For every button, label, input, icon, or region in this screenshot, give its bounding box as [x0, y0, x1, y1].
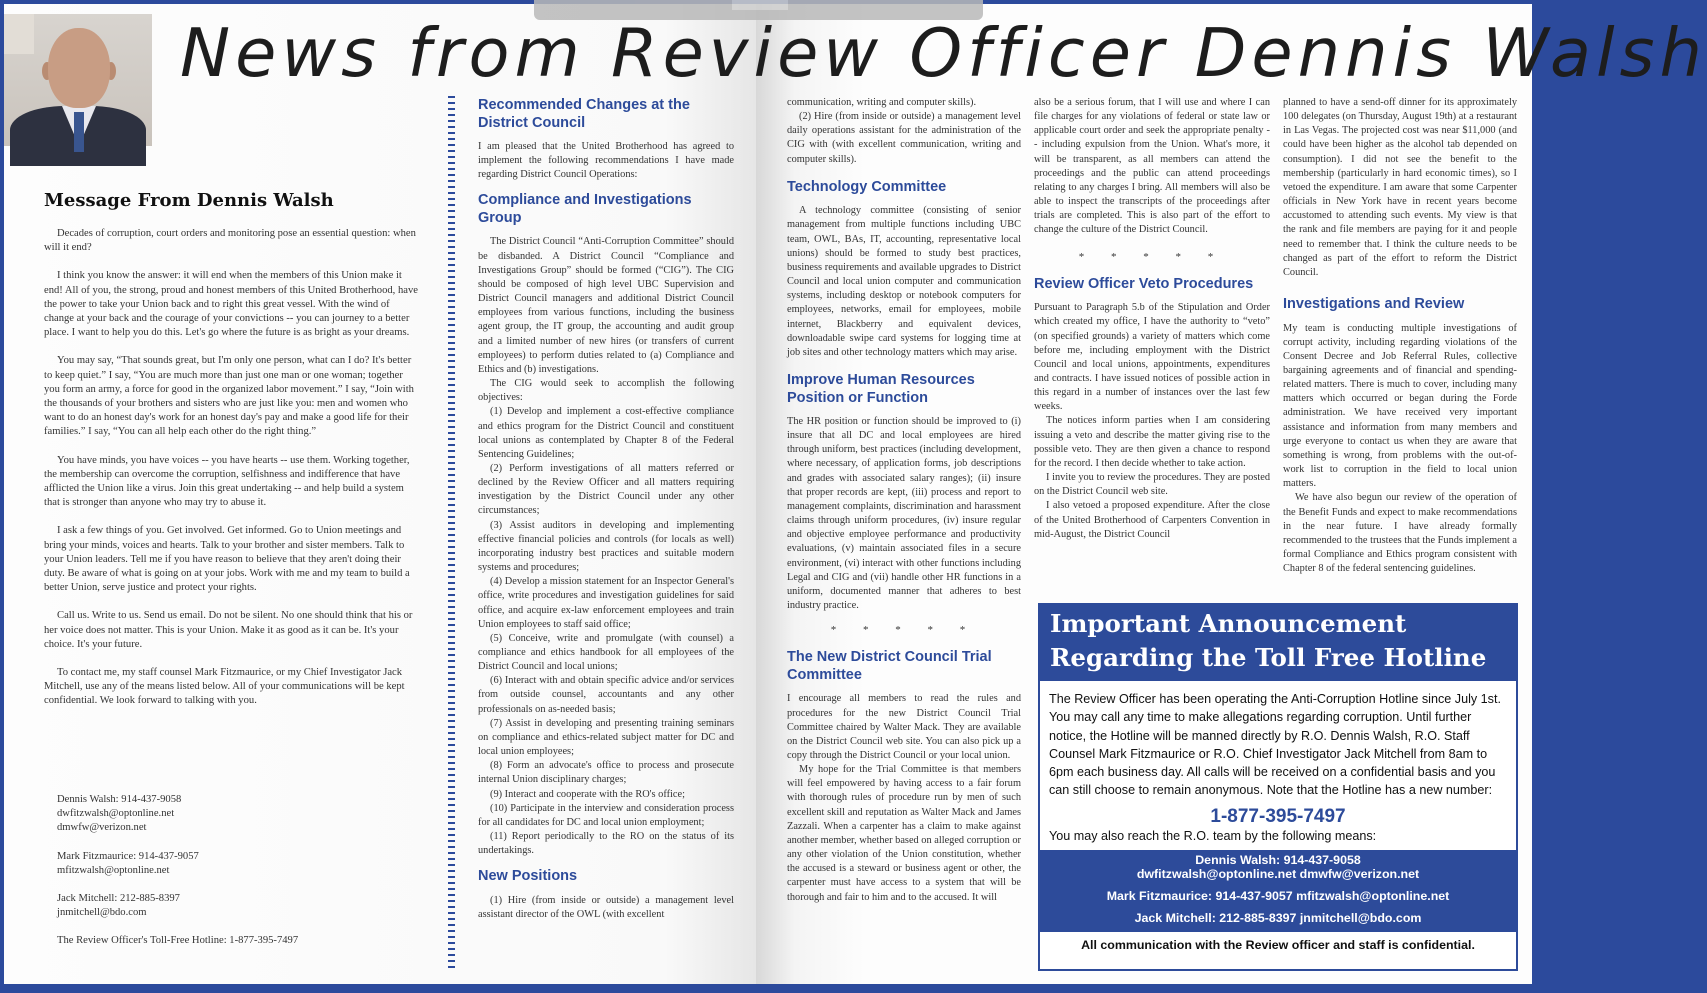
heading-investigations-review: Investigations and Review [1283, 296, 1465, 313]
article-paragraph: communication, writing and computer skills). [787, 97, 977, 108]
announcement-title-line: Important Announcement [1050, 609, 1407, 638]
contact-dennis-walsh [57, 793, 417, 836]
objective-item: (9) Interact and cooperate with the RO's office; [490, 788, 685, 800]
column-recommended-changes [478, 97, 734, 922]
message-title: Message From Dennis Walsh [44, 190, 334, 211]
article-paragraph: My hope for the Trial Committee is that members will feel empowered by having access to a fair forum with thorough rules of procedure run by men of such excellent skill and reputation as Walter Mack and James Zazzali. When a carpenter has a claim to make against another member, whether based on alleged corruption or any other violation of the Union constitution, whether the accused is a steward or business agent or other, the carpenter must have access to a system that will be thorough and fair to him and to the accused. It will [787, 764, 1021, 903]
dennis-walsh-photo [4, 14, 152, 146]
announcement-body: The Review Officer has been operating the Anti-Corruption Hotline since July 1st. You may call any time to make allegations regarding corruption. Until further notice, the Hotline will be manned directly by R.O. Dennis Walsh, R.O. Staff Counsel Mark Fitzmaurice or R.O. Chief Investigator Jack Mitchell from 8am to 6pm each business day. All calls will be received on a confidential basis and you can still choose to remain anonymous. Note that the Hotline has a new number: [1049, 692, 1501, 798]
message-contacts [57, 793, 417, 949]
contact-mark-fitzmaurice [57, 850, 417, 878]
heading-trial-committee: The New District Council Trial Committee [787, 649, 992, 683]
article-paragraph: The notices inform parties when I am considering issuing a veto and describe the matter giving rise to the possible veto. They are then given a chance to respond for the record. I then decide whether to take action. [1034, 415, 1270, 469]
article-paragraph: planned to have a send-off dinner for its approximately 100 delegates (on Thursday, August 19th) at a restaurant in Las Vegas. The projected cost was near $11,000 (and could have been higher as the alcohol tab depended on consumption). I did not see the benefit to the membership (particularly in hard economic times), so I vetoed the expenditure. I am aware that some Carpenter officials in New York have in recent years become accustomed to attending such events. My view is that the rank and file members are paying for it and people need to remember that. I think the culture needs to be changed as part of the effort to reform the District Council. [1283, 97, 1517, 278]
message-body [44, 227, 420, 723]
article-paragraph: also be a serious forum, that I will use and where I can file charges for any violations of federal or state law or applicable court order and seek the appropriate penalty -- including expulsion from the Union. What's more, it will be transparent, as all members can attend the proceedings and the public can attend proceedings relating to any charges I bring. All members will also be able to inspect the transcripts of the proceedings after trials are completed. This is also part of the effort to change the culture of the District Council. [1034, 97, 1270, 236]
column-veto-procedures [1034, 96, 1270, 542]
heading-new-positions: New Positions [478, 868, 578, 885]
toll-free-hotline-line: The Review Officer's Toll-Free Hotline: 1-877-395-7497 [57, 935, 299, 947]
confidential-note: All communication with the Review officer and staff is confidential. [1081, 937, 1475, 952]
announcement-means: You may also reach the R.O. team by the following means: [1049, 828, 1377, 843]
article-paragraph: I encourage all members to read the rules and procedures for the new District Council Trial Committee chaired by Walter Mack. They are available on the District Council web site. You can also pick up a copy through the District Council or your local union. [787, 693, 1021, 761]
objective-item: (5) Conceive, write and promulgate (with counsel) a compliance and ethics handbook for all employees of the District Council and local unions; [478, 632, 734, 673]
contact-email[interactable]: jnmitchell@bdo.com [57, 907, 147, 919]
objective-item: (11) Report periodically to the RO on the status of its undertakings. [478, 831, 734, 857]
article-paragraph: I also vetoed a proposed expenditure. After the close of the United Brotherhood of Carpenters Convention in mid-August, the District Council [1034, 500, 1270, 540]
masthead-title: News from Review Officer Dennis Walsh [180, 14, 1707, 92]
announcement-heading [1040, 605, 1516, 681]
heading-veto-procedures: Review Officer Veto Procedures [1034, 275, 1254, 292]
article-paragraph: Pursuant to Paragraph 5.b of the Stipulation and Order which created my office, I have the authority to “veto” (on specified grounds) a variety of matters which come before me, including employment with the District Council and local unions, appointments, expenditures and contracts. I have issued notices of possible action in this regard in a number of instances over the last few weeks. [1034, 302, 1270, 413]
contact-line[interactable]: Mark Fitzmaurice: 914-437-9057 mfitzwalsh@optonline.net [1106, 888, 1450, 903]
contact-email[interactable]: dwfitzwalsh@optonline.net [57, 808, 175, 820]
heading-compliance-group: Compliance and Investigations Group [478, 192, 692, 226]
objective-item: (6) Interact with and obtain specific advice and/or services from outside counsel, accountants and any other professionals on as-needed basis; [478, 675, 734, 715]
article-paragraph: My team is conducting multiple investigations of corrupt activity, including regarding violations of the Consent Decree and Job Referral Rules, collective bargaining agreements and of financial and spending-related matters. There is much to cover, including many matters which occurred or began during the Forde administration. We have received very important assistance and information from many members and urge everyone to contact us when they are aware that something is wrong, from problems with the out-of-work list to corruption in the field to local union matters. [1283, 322, 1517, 490]
hotline-number[interactable]: 1-877-395-7497 [1210, 805, 1346, 827]
objective-item: (1) Develop and implement a cost-effective compliance and ethics program for the District Council and constituent local unions as contemplated by Chapter 8 of the Federal Sentencing Guidelines; [478, 406, 734, 460]
message-paragraph: I think you know the answer: it will end when the members of this Union make it end! All of you, the strong, proud and honest members of this United Brotherhood, have the power to take your Union back and to right this great vessel. With the wind of change at your back and the courage of your convictions -- you can journey to a better place. I want to help you do this. Let's go where the future is as bright as your dreams. [44, 270, 418, 339]
photo-tie [74, 112, 84, 152]
photo-background-frame [4, 14, 34, 54]
article-paragraph: (2) Hire (from inside or outside) a management level daily operations assistant for the administration of the CIG with (with excellent communication, writing and computer skills). [787, 111, 1021, 165]
message-paragraph: Decades of corruption, court orders and monitoring pose an essential question: when will it end? [44, 228, 416, 254]
objective-item: (4) Develop a mission statement for an Inspector General's office, write procedures and investigation guidelines for said office, and acquire ex-law enforcement employees and train Union employees to staff said office; [478, 576, 734, 630]
article-paragraph: I invite you to review the procedures. They are posted on the District Council web site. [1034, 472, 1270, 498]
contact-email[interactable]: mfitzwalsh@optonline.net [57, 864, 170, 876]
message-paragraph: I ask a few things of you. Get involved. Get informed. Go to Union meetings and bring your minds, voices and hearts. Talk to your brother and sister members. Talk to your Union leaders. Tell me if you have reason to believe that they aren't doing their duty. Be aware of what is going on at your jobs. Work with me and my team to build a better Union, serve justice and protect your rights. [44, 525, 410, 594]
heading-technology-committee: Technology Committee [787, 178, 947, 195]
objective-item: (7) Assist in developing and presenting training seminars on compliance and ethics-related subject matter for DC and local union employees; [478, 717, 734, 758]
contact-line: Dennis Walsh: 914-437-9058 [1195, 852, 1361, 867]
contact-phone: Dennis Walsh: 914-437-9058 [57, 794, 182, 805]
objective-item: (8) Form an advocate's office to process and prosecute internal Union disciplinary charges; [478, 760, 734, 786]
message-paragraph: You have minds, you have voices -- you have hearts -- use them. Working together, the membership can overcome the corruption, selfishness and indifference that have afflicted the Union like a virus. Join this great undertaking -- and help build a system that is stronger than anyone who may try to abuse it. [44, 454, 410, 509]
article-paragraph: The CIG would seek to accomplish the following objectives: [478, 378, 734, 404]
column-investigations [1283, 96, 1517, 576]
objective-item: (10) Participate in the interview and consideration process for all candidates for DC and local union employment; [478, 802, 734, 828]
article-paragraph: I am pleased that the United Brotherhood has agreed to implement the following recommendations I have made regarding District Council Operations: [478, 141, 734, 181]
contact-line[interactable]: dwfitzwalsh@optonline.net dmwfw@verizon.net [1136, 866, 1420, 881]
contact-email[interactable]: dmwfw@verizon.net [57, 822, 147, 834]
objective-item: (2) Perform investigations of all matters referred or declined by the Review Officer and all matters requiring investigation by the District Council under any other circumstances; [478, 462, 734, 517]
announcement-title-line: Regarding the Toll Free Hotline [1050, 643, 1487, 672]
announcement-contact-bar [1040, 850, 1516, 932]
photo-head [48, 28, 110, 108]
contact-phone: Jack Mitchell: 212-885-8397 [57, 893, 180, 905]
contact-phone: Mark Fitzmaurice: 914-437-9057 [57, 850, 199, 862]
section-divider-stars: * * * * * [1078, 250, 1226, 263]
article-paragraph: The HR position or function should be improved to (i) insure that all DC and local employees are hired through uniform, best practices (including development, where necessary, of application forms, job descriptions and grades with associated salary ranges); (ii) insure that proper records are kept, (iii) process and report to management complaints, discrimination and harassment claims through uniform procedures, (iv) insure regular and objective employee performance and productivity evaluations, (v) maintain associated files in a secure environment, (vi) interact with other functions including Legal and CIG and (vii) handle other HR functions in a uniform, documented manner that adheres to best industry practice. [787, 416, 1021, 612]
message-paragraph: Call us. Write to us. Send us email. Do not be silent. No one should think that his or her voice does not matter. This is your Union. Make it as good as it can be. It's your choice. It's your future. [44, 610, 413, 650]
article-paragraph: The District Council “Anti-Corruption Committee” should be disbanded. A District Council “Compliance and Investigations Group” should be formed (“CIG”). The CIG should be composed of high level UBC Supervision and District Council managers and additional District Council employees from various functions, including the business agent group, the IT group, the accounting and audit group and a limited number of new hires (or transfers of current employees) to perform duties related to (a) Compliance and Ethics and (b) investigations. [478, 236, 734, 375]
contact-line[interactable]: Jack Mitchell: 212-885-8397 jnmitchell@bdo.com [1134, 910, 1422, 925]
article-paragraph: We have also begun our review of the operation of the Benefit Funds and expect to make recommendations in the near future. I have already formally recommended to the trustees that the Funds implement a formal Compliance and Ethics program consistent with Chapter 8 of the federal sentencing guidelines. [1283, 492, 1517, 575]
article-paragraph: (1) Hire (from inside or outside) a management level assistant director of the OWL (with excellent [478, 894, 734, 920]
article-paragraph: A technology committee (consisting of senior management from multiple functions including UBC team, OWL, BAs, IT, accounting, representative local unions) should be formed to study best practices, business requirements and available upgrades to District Council and local union computer and communication systems, including desktop or notebook computers for employees, networks, email for employees, mobile internet, Blackberry and equivalent devices, downloadable swipe card systems for logging time at job sites and other technology matters which may arise. [787, 205, 1021, 358]
message-paragraph: You may say, “That sounds great, but I'm only one person, what can I do? It's better to keep quiet.” I say, “You are much more than just one man or one woman; together you form an army, a force for good in the organized labor movement.” I say, “Join with the thousands of your brothers and sisters who are just like you: men and women who want to do an honest day's work for an honest day's pay and make a good life for their families.” I say, “You can all help each other do the right thing.” [44, 355, 414, 438]
section-divider-stars: * * * * * [830, 624, 978, 637]
dashed-column-rule [448, 96, 455, 972]
objective-item: (3) Assist auditors in developing and implementing effective financial policies and controls (for locals as well) incorporating industry best practices and suitable modern systems and procedures; [478, 519, 734, 574]
message-paragraph: To contact me, my staff counsel Mark Fitzmaurice, or my Chief Investigator Jack Mitchell, use any of the means listed below. All of your communications will be kept confidential. We look forward to talking with you. [44, 667, 405, 707]
heading-recommended-changes: Recommended Changes at the District Council [478, 97, 690, 131]
hotline-announcement-box [1038, 603, 1518, 971]
column-technology [787, 96, 1021, 905]
viewer-tab-handle[interactable] [732, 0, 788, 10]
contact-jack-mitchell [57, 892, 417, 920]
heading-human-resources: Improve Human Resources Position or Function [787, 372, 975, 406]
